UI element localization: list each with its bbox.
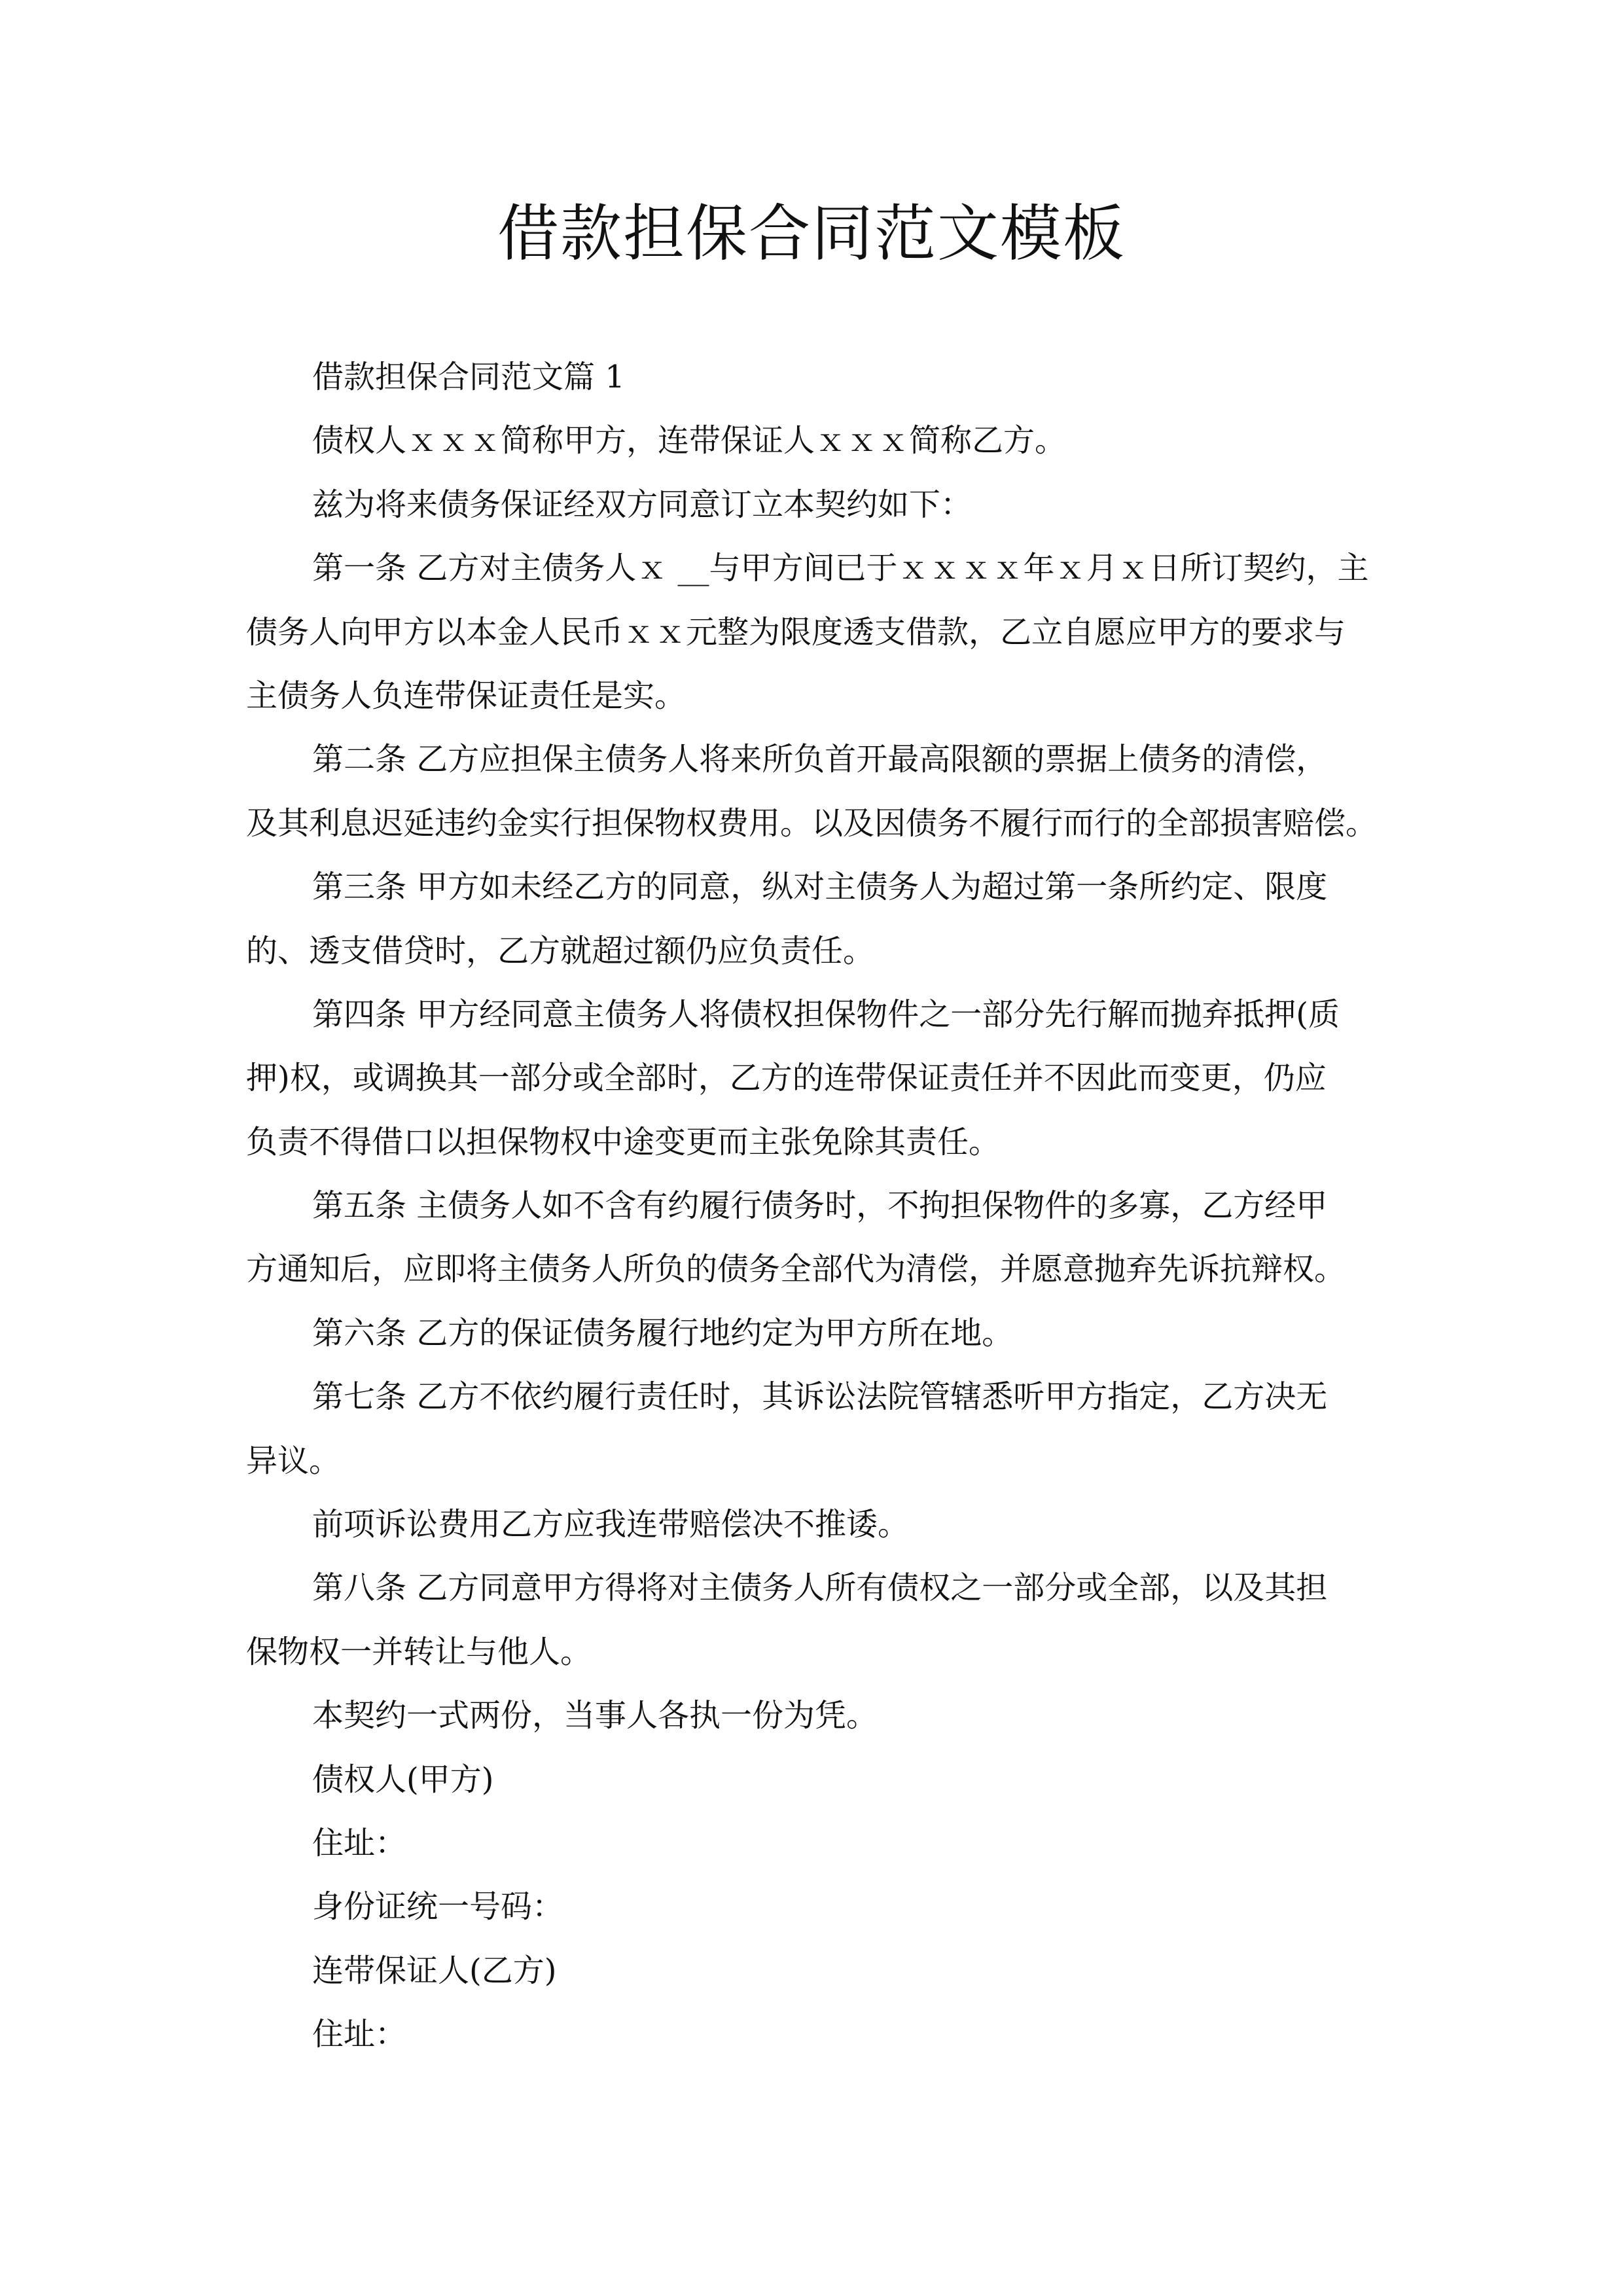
document-body xyxy=(246,346,1418,2067)
text-line: 第三条 甲方如未经乙方的同意，纵对主债务人为超过第一条所约定、限度 xyxy=(312,869,1328,906)
text-line: 押)权，或调换其一部分或全部时，乙方的连带保证责任并不因此而变更，仍应 xyxy=(246,1060,1327,1097)
paragraph xyxy=(246,983,1418,1174)
text-line: 借款担保合同范文篇 1 xyxy=(312,359,625,395)
paragraph xyxy=(246,473,1418,537)
paragraph xyxy=(246,1365,1418,1493)
paragraph xyxy=(246,1875,1418,1939)
document-title: 借款担保合同范文模板 xyxy=(497,198,1126,270)
paragraph xyxy=(246,346,1418,409)
text-line: 第八条 乙方同意甲方得将对主债务人所有债权之一部分或全部，以及其担 xyxy=(312,1570,1328,1607)
text-line: 身份证统一号码： xyxy=(312,1888,564,1926)
text-line: 债权人(甲方) xyxy=(312,1761,494,1798)
text-line: 第四条 甲方经同意主债务人将债权担保物件之一部分先行解而抛弃抵押(质 xyxy=(312,996,1340,1033)
text-line: 第六条 乙方的保证债务履行地约定为甲方所在地。 xyxy=(312,1314,1014,1352)
paragraph xyxy=(246,1302,1418,1365)
paragraph xyxy=(246,1684,1418,1748)
text-line: 第二条 乙方应担保主债务人将来所负首开最高限额的票据上债务的清偿， xyxy=(312,741,1328,778)
paragraph xyxy=(246,855,1418,983)
text-line: 住址： xyxy=(312,1824,407,1861)
text-line: 本契约一式两份，当事人各执一份为凭。 xyxy=(312,1697,878,1734)
text-line: 第五条 主债务人如不含有约履行债务时，不拘担保物件的多寡，乙方经甲 xyxy=(312,1187,1328,1225)
paragraph xyxy=(246,1556,1418,1684)
text-line: 主债务人负连带保证责任是实。 xyxy=(246,677,687,714)
text-line: 的、透支借贷时，乙方就超过额仍应负责任。 xyxy=(246,932,875,969)
text-line: 债务人向甲方以本金人民币ｘｘ元整为限度透支借款，乙立自愿应甲方的要求与 xyxy=(246,613,1346,651)
paragraph xyxy=(246,1174,1418,1302)
paragraph xyxy=(246,728,1418,855)
paragraph xyxy=(246,2003,1418,2066)
paragraph xyxy=(246,1748,1418,1812)
text-line: 方通知后，应即将主债务人所负的债务全部代为清偿，并愿意抛弃先诉抗辩权。 xyxy=(246,1251,1346,1288)
paragraph xyxy=(246,537,1418,728)
text-line: 异议。 xyxy=(246,1442,341,1479)
paragraph xyxy=(246,1939,1418,2003)
text-line: 负责不得借口以担保物权中途变更而主张免除其责任。 xyxy=(246,1123,1001,1160)
paragraph xyxy=(246,1493,1418,1556)
text-line: 及其利息迟延违约金实行担保物权费用。以及因债务不履行而行的全部损害赔偿。 xyxy=(246,804,1378,842)
text-line: 兹为将来债务保证经双方同意订立本契约如下： xyxy=(312,486,972,523)
text-line: 住址： xyxy=(312,2016,407,2053)
text-line: 连带保证人(乙方) xyxy=(312,1952,557,1989)
text-line: 第一条 乙方对主债务人ｘ __与甲方间已于ｘｘｘｘ年ｘ月ｘ日所订契约，主 xyxy=(312,550,1369,587)
text-line: 债权人ｘｘｘ简称甲方，连带保证人ｘｘｘ简称乙方。 xyxy=(312,422,1067,459)
paragraph xyxy=(246,409,1418,473)
text-line: 前项诉讼费用乙方应我连带赔偿决不推诿。 xyxy=(312,1506,910,1543)
text-line: 保物权一并转让与他人。 xyxy=(246,1633,592,1670)
text-line: 第七条 乙方不依约履行责任时，其诉讼法院管辖悉听甲方指定，乙方决无 xyxy=(312,1378,1328,1416)
paragraph xyxy=(246,1812,1418,1875)
